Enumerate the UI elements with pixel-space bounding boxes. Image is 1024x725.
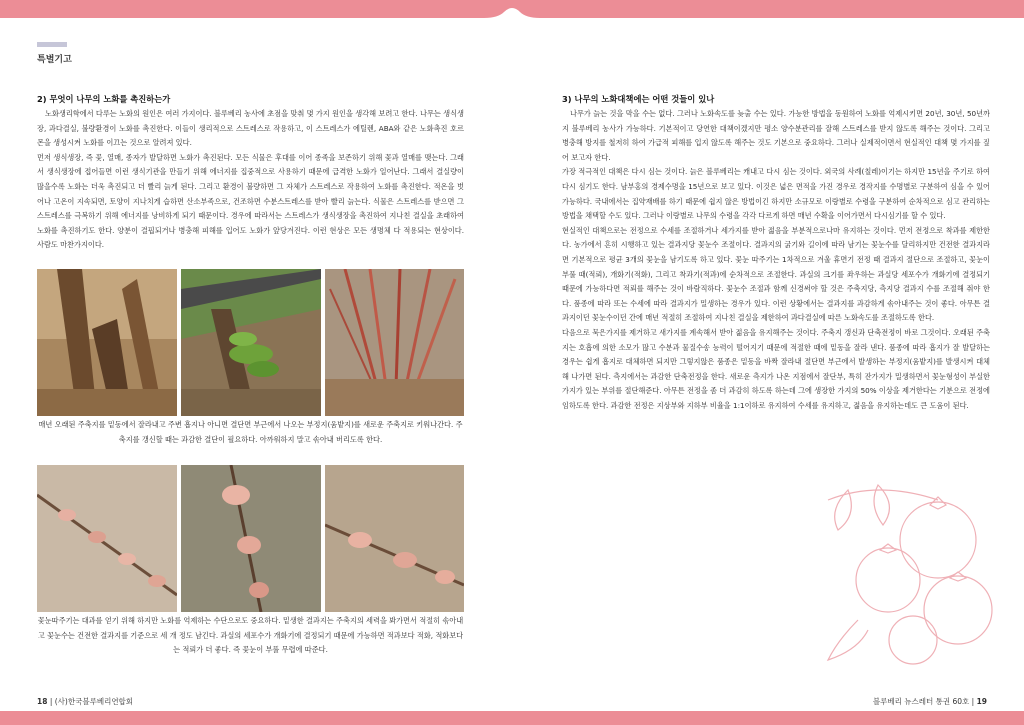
footer-left <box>37 696 133 707</box>
pruned-stump-photo <box>37 269 177 416</box>
bud-photo-3 <box>325 465 464 612</box>
section-marker-bar <box>37 42 67 47</box>
photo-caption-buds: 꽃눈따주기는 대과를 얻기 위해 하지만 노화를 억제하는 수단으로도 중요하다. 밑생한 결과지는 주축지의 세력을 봐가면서 적절히 솎아내고 꽃눈수는 건전한 결과지를 기준으로 세 개 정도 남긴다. 과실의 세포수가 개화기에 결정되기 때문에 가능하면 적과보다 적화, 적화보다는 적뢰가 더 좋다. 즉 꽃눈이 부풀 무렵에 따준다. <box>37 616 464 655</box>
bud-photo-2 <box>181 465 321 612</box>
footer-publication: 블루베리 뉴스레터 통권 60호 <box>872 697 970 706</box>
left-paragraph-2: 먼저 생식생장, 즉 꽃, 열매, 종자가 발달하면 노화가 촉진된다. 모든 식물은 후대를 이어 종족을 보존하기 위해 꽃과 열매를 맺는다. 그래서 생식생장에 접어들면 이런 생식기관을 만들기 위해 에너지를 집중적으로 사용하기 때문에 급격한 노화가 일어난다. 그래서 결실량이 많을수록 노화는 더욱 촉진되고 더 빨리 늙게 된다. 그리고 환경이 불량하면 그 자체가 스트레스로 작용하여 노화를 촉진한다. 적온을 벗어나 고온이 지속되면, 토양이 지나치게 습하면 산소부족으로, 건조하면 수분스트레스를 받아 빨리 늙는다. 식물은 스트레스를 받으면 그 스트레스를 극복하기 위해 에너지를 낭비하게 되기 때문이다. 경우에 따라서는 스트레스가 생식생장을 촉진하여 지나친 결실을 초래하여 노화를 촉진하기도 한다. 양분이 결핍되거나 병충해 피해를 입어도 노화가 앞당겨진다. 이런 현상은 모든 생명체 다 적용되는 현상이다. 사람도 마찬가지이다. <box>37 152 464 250</box>
right-paragraph-1: 나무가 늙는 것을 막을 수는 없다. 그러나 노화속도를 늦출 수는 있다. 가능한 방법을 동원하여 노화를 억제시키면 20년, 30년, 50년까지 블루베리 농사가 가능하다. 기본적이고 당연한 대책이겠지만 평소 양수분관리를 잘해 스트레스를 받지 않도록 해주는 것이다. 그리고 병충해 방지를 철저히 하여 가급적 피해를 입지 않도록 해주는 것도 기본으로 중요하다. 그러나 실제적이면서 현실적인 대책 몇 가지를 짚어 보고자 한다. <box>562 109 990 162</box>
right-heading: 3) 나무의 노화대책에는 어떤 것들이 있나 <box>562 94 715 104</box>
photo-row-buds <box>37 465 464 612</box>
left-text-column <box>37 92 464 253</box>
blueberry-illustration <box>818 460 1008 670</box>
top-decorative-band <box>0 0 1024 22</box>
bottom-decorative-band <box>0 711 1024 725</box>
footer-right <box>873 696 987 707</box>
footer-separator: | <box>49 697 55 706</box>
left-heading: 2) 무엇이 나무의 노화를 촉진하는가 <box>37 94 171 104</box>
right-paragraph-3: 현실적인 대책으로는 전정으로 수세를 조절하거나 세가지를 받아 젊음을 부분적으로나마 유지하는 것이다. 먼저 전정으로 착과를 제한한다. 농가에서 흔히 시행하고 있는 결과지당 꽃눈수 조절이다. 결과지의 굵기와 길이에 따라 남기는 꽃눈수를 달리하지만 건전한 결과지라면 기본적으로 평균 3개의 꽃눈을 남기도록 하고 있다. 꽃눈 따주기는 1차적으로 겨울 휴면기 전정 때 결과지 절단으로 조절하고, 꽃눈이 부풀 때(적뢰), 개화기(적화), 그리고 착과기(적과)에 순차적으로 조절한다. 과실의 크기를 좌우하는 과실당 세포수가 개화기에 결정되기 때문에 가능하다면 적뢰를 해주는 것이 바람직하다. 꽃눈수 조절과 함께 신경써야 할 것은 주축지당, 측지당 결과지 수를 조절해 줘야 한다. 품종에 따라 또는 수세에 따라 결과지가 밀생하는 경우가 있다. 이런 상황에서는 결과지를 과감하게 솎아내주는 것이 좋다. 아무튼 결과지이던 꽃눈수이던 간에 매년 적절히 조절하여 지나친 결실을 제한하여 과다결실에 따른 노화속도를 조절하도록 한다. <box>562 225 990 323</box>
photo-row-pruning <box>37 269 464 416</box>
right-paragraph-4: 다음으로 묵은가지를 제거하고 새가지를 계속해서 받아 젊음을 유지해주는 것이다. 주축지 갱신과 단축전정이 바로 그것이다. 오래된 주축지는 호흡에 의한 소모가 많고 수분과 물질수송 능력이 떨어지기 때문에 적절한 때에 밑동을 잘라 낸다. 품종에 따라 흡지가 잘 발달하는 경우는 쉽게 흡지로 대체하면 되지만 그렇지않은 품종은 밑동을 바짝 잘라내 절단면 부근에서 발생하는 부정지(움밭지)를 발생시켜 대체해 나가면 된다. 측지에서는 과감한 단축전정을 한다. 새로운 측지가 나온 지점에서 잘단부, 특히 잔가지가 밀생하면서 꽃눈형성이 부실한 가지가 있는 부위를 절단해준다. 아무튼 전정을 좀 더 과감히 하도록 하는데 그에 생장한 가지의 50% 이상을 제거한다는 기분으로 전정에 임하도록 한다. 과감한 전정은 지상부와 지하부 비율을 1:1이하로 유지하여 수세를 유지하고, 젊음을 유지하는데도 큰 도움이 된다. <box>562 327 990 410</box>
right-paragraph-2: 가장 적극적인 대책은 다시 심는 것이다. 늙은 블루베리는 캐내고 다시 심는 것이다. 외국의 사례(칠레)이기는 하지만 15년을 주기로 하여 다시 심기도 한다. 남부홍의 경제수명을 15년으로 보고 있다. 이것은 넓은 면적을 가진 경우로 경작지를 수명별로 구분하여 심을 수 있어 가능하다. 국내에서는 집약재배를 하기 때문에 쉽지 않은 방법이긴 하지만 소규모로 이랑별로 수령을 구분하여 순차적으로 심고 관리하는 방법을 채택할 수도 있다. 그러나 이랑별로 나무의 수령을 각각 다르게 하면 매년 수확을 이어가면서 다시심기를 할 수 있다. <box>562 167 990 221</box>
page-number-right: 19 <box>976 697 987 706</box>
photo-caption-pruning: 매년 오래된 주축지를 밑동에서 잘라내고 주변 흡지나 아니면 결단면 부근에서 나오는 부정지(움밭지)를 새로운 주축지로 키워나간다. 주축지를 갱신할 때는 과감한 결단이 필요하다. 아까워하지 말고 솎아내 버리도록 한다. <box>38 420 463 444</box>
page-number-left: 18 <box>37 697 48 706</box>
red-cane-photo <box>325 269 464 416</box>
left-paragraph-1: 노화생리학에서 다루는 노화의 원인은 여러 가지이다. 블루베리 농사에 초점을 맞춰 몇 가지 원인을 생각해 보려고 한다. 나무는 생식생장, 과다결실, 불량환경이 노화를 촉진한다. 이들이 생리적으로 스트레스로 작용하고, 이 스트레스가 에틸렌, ABA와 같은 노화촉진 호르몬을 생성시켜 노화를 이끄는 것으로 알려져 있다. <box>37 109 464 148</box>
bud-photo-1 <box>37 465 177 612</box>
right-text-column <box>562 92 990 413</box>
section-label: 특별기고 <box>37 55 72 65</box>
footer-separator: | <box>971 697 977 706</box>
new-shoot-photo <box>181 269 321 416</box>
footer-organization: (사)한국블루베리연합회 <box>54 697 134 706</box>
